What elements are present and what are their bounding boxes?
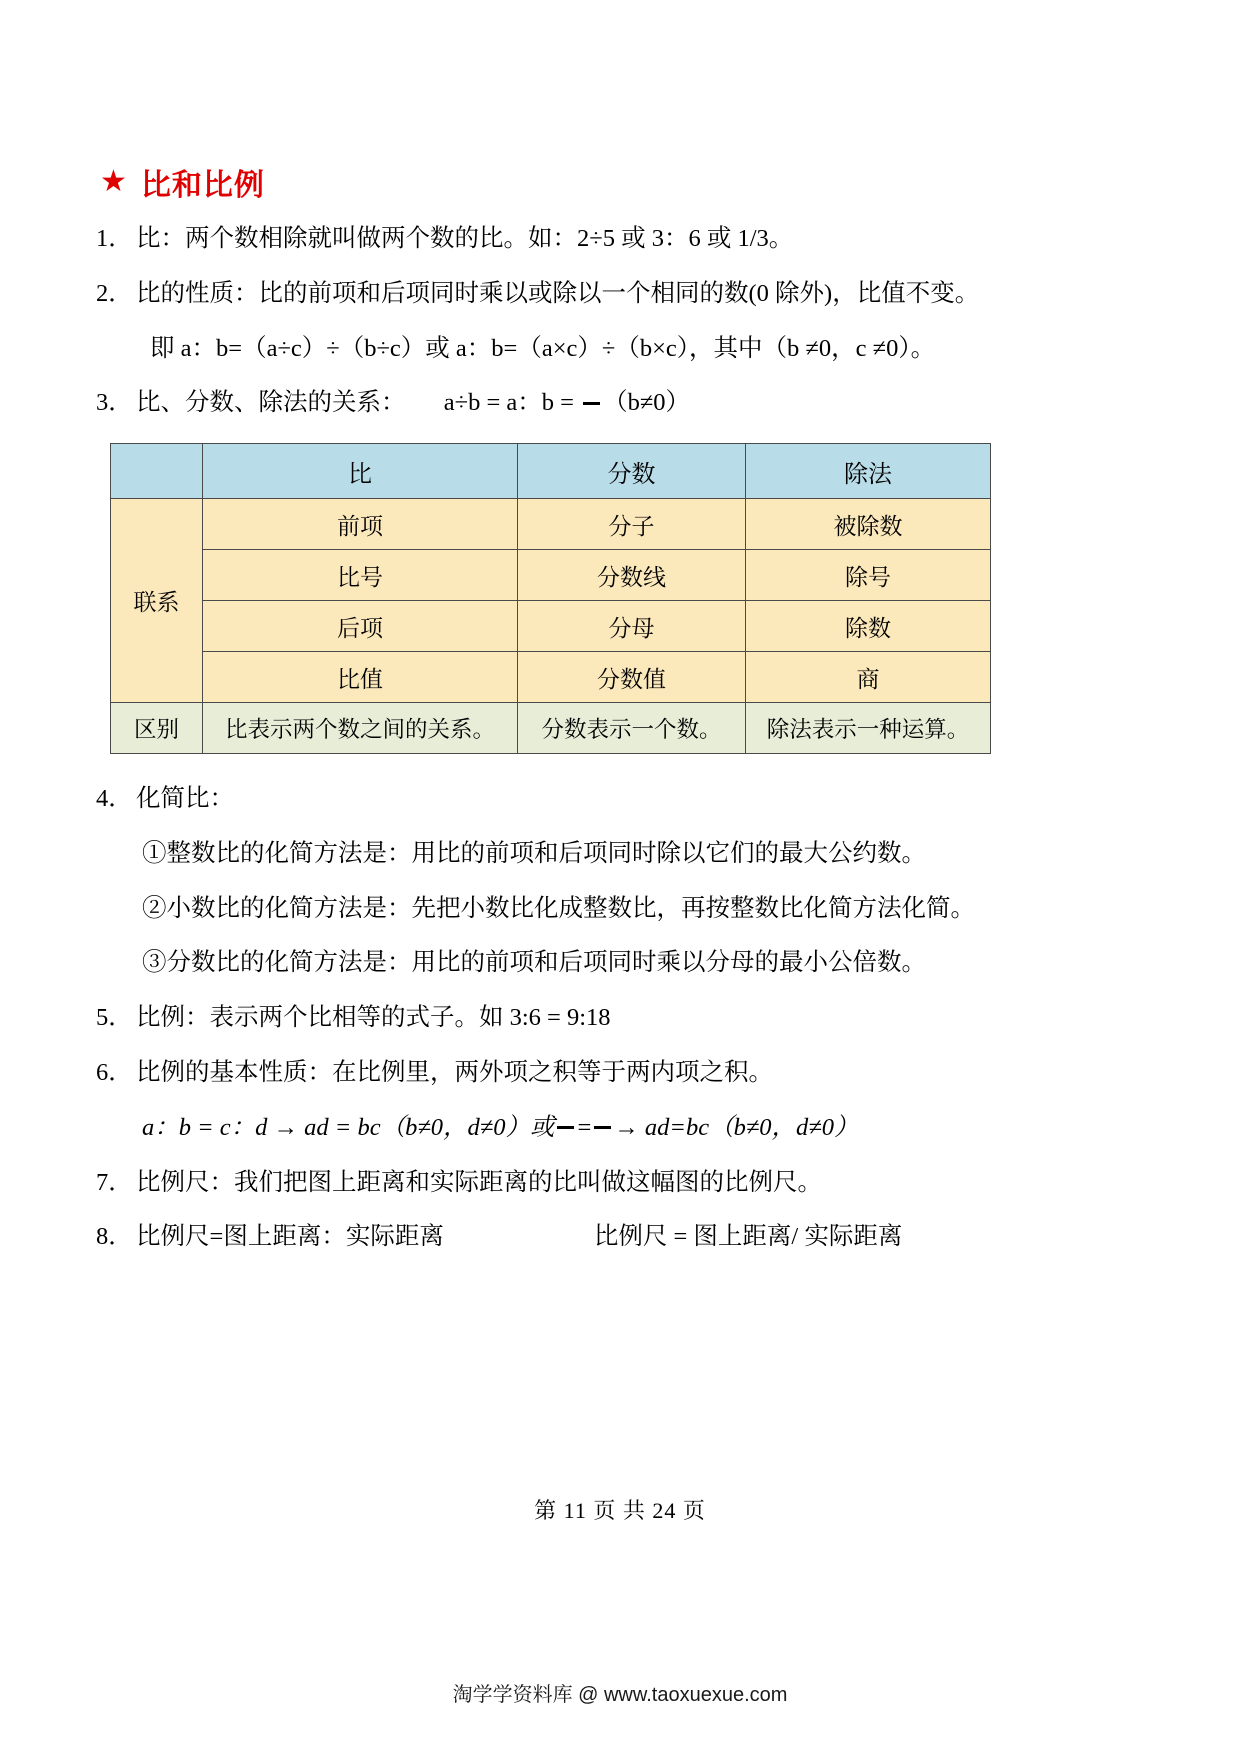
list-item-6-number: 6． [96,1059,133,1087]
footer-brand: 淘学学资料库 @ www.taoxuexue.com [452,1684,788,1706]
relation-table-wrap [110,443,1106,754]
formula-arrow: → [614,1113,639,1141]
formula-equals: = [577,1113,592,1141]
list-item-8-text-left: 比例尺=图上距离：实际距离 [136,1223,444,1251]
page-title [100,160,1106,204]
list-item-6 [96,1056,1106,1091]
list-item-5 [96,1001,1106,1036]
formula-part-2: ad=bc（b≠0，d≠0） [644,1113,859,1141]
fraction-bar-icon [557,1126,574,1129]
list-item-2 [96,277,1106,312]
table-side-label-diff: 区别 [111,703,203,754]
list-item-2-text: 比的性质：比的前项和后项同时乘以或除以一个相同的数(0 除外)，比值不变。 [136,279,980,307]
list-item-4 [96,782,1106,817]
list-item-7 [96,1166,1106,1201]
table-row [111,499,991,550]
table-cell: 商 [746,652,991,703]
list-item-6-text: 比例的基本性质：在比例里，两外项之积等于两内项之积。 [136,1059,773,1087]
list-item-8-text-right: 比例尺 = 图上距离/ 实际距离 [593,1223,903,1251]
table-row [111,601,991,652]
table-cell: 分数值 [518,652,746,703]
list-item-4-sub-1: ①整数比的化简方法是：用比的前项和后项同时除以它们的最大公约数。 [142,839,926,867]
table-cell: 比号 [203,550,518,601]
list-item-8-number: 8． [96,1223,133,1251]
table-header-cell-fenshu: 分数 [518,444,746,499]
fraction-bar-icon [594,1126,611,1129]
list-item-3-formula-left: a÷b = a：b = [443,389,581,417]
table-header-row [111,444,991,499]
table-row [111,652,991,703]
table-cell: 分母 [518,601,746,652]
table-row-difference [111,703,991,754]
table-cell: 比值 [203,652,518,703]
list-item-5-number: 5． [96,1004,133,1032]
star-icon: ★ [100,165,127,198]
footer-page-number: 第 11 页 共 24 页 [534,1498,706,1523]
table-cell: 分子 [518,499,746,550]
table-header-cell-chufa: 除法 [746,444,991,499]
table-cell: 除数 [746,601,991,652]
list-item-5-text: 比例：表示两个比相等的式子。如 3:6 = 9:18 [136,1004,611,1032]
list-item-8-text [136,1220,1106,1255]
page-title-text: 比和比例 [140,168,265,203]
page-content [96,160,1106,1275]
relation-table [110,443,991,754]
list-item-7-number: 7． [96,1168,133,1196]
table-cell: 后项 [203,601,518,652]
list-item-6-formula [96,1111,1106,1146]
list-item-3-number: 3． [96,389,133,417]
table-header-cell-blank [111,444,203,499]
table-side-label-link: 联系 [111,499,203,703]
table-cell: 除号 [746,550,991,601]
table-cell: 分数线 [518,550,746,601]
list-item-8 [96,1220,1106,1255]
table-cell: 分数表示一个数。 [518,703,746,754]
table-cell: 除法表示一种运算。 [746,703,991,754]
list-item-4-number: 4． [96,785,133,813]
list-item-4-sub-2: ②小数比的化简方法是：先把小数比化成整数比，再按整数比化简方法化简。 [142,894,975,922]
formula-part-1: a：b = c：d → ad = bc（b≠0，d≠0）或 [142,1113,555,1141]
table-cell: 被除数 [746,499,991,550]
table-header-cell-bi: 比 [203,444,518,499]
list-item-1-text: 比：两个数相除就叫做两个数的比。如：2÷5 或 3：6 或 1/3。 [136,225,794,252]
list-item-3 [96,386,1106,421]
list-item-7-text: 比例尺：我们把图上距离和实际距离的比叫做这幅图的比例尺。 [136,1168,822,1196]
list-item-3-text [136,386,1106,421]
list-item-1-number: 1． [96,225,133,252]
list-item-3-formula-right: （b≠0） [603,389,691,417]
table-row [111,550,991,601]
fraction-bar-icon [583,402,600,405]
list-item-2-number: 2． [96,279,133,307]
list-item-4-text: 化简比： [136,785,234,813]
table-cell: 前项 [203,499,518,550]
list-item-1 [96,222,1106,257]
list-item-4-sub-3: ③分数比的化简方法是：用比的前项和后项同时乘以分母的最小公倍数。 [142,949,926,977]
list-item-3-prefix: 比、分数、除法的关系： [136,389,406,417]
list-item-2-continuation: 即 a：b=（a÷c）÷（b÷c）或 a：b=（a×c）÷（b×c），其中（b ≠0，c ≠0）。 [150,334,936,362]
table-cell: 比表示两个数之间的关系。 [203,703,518,754]
